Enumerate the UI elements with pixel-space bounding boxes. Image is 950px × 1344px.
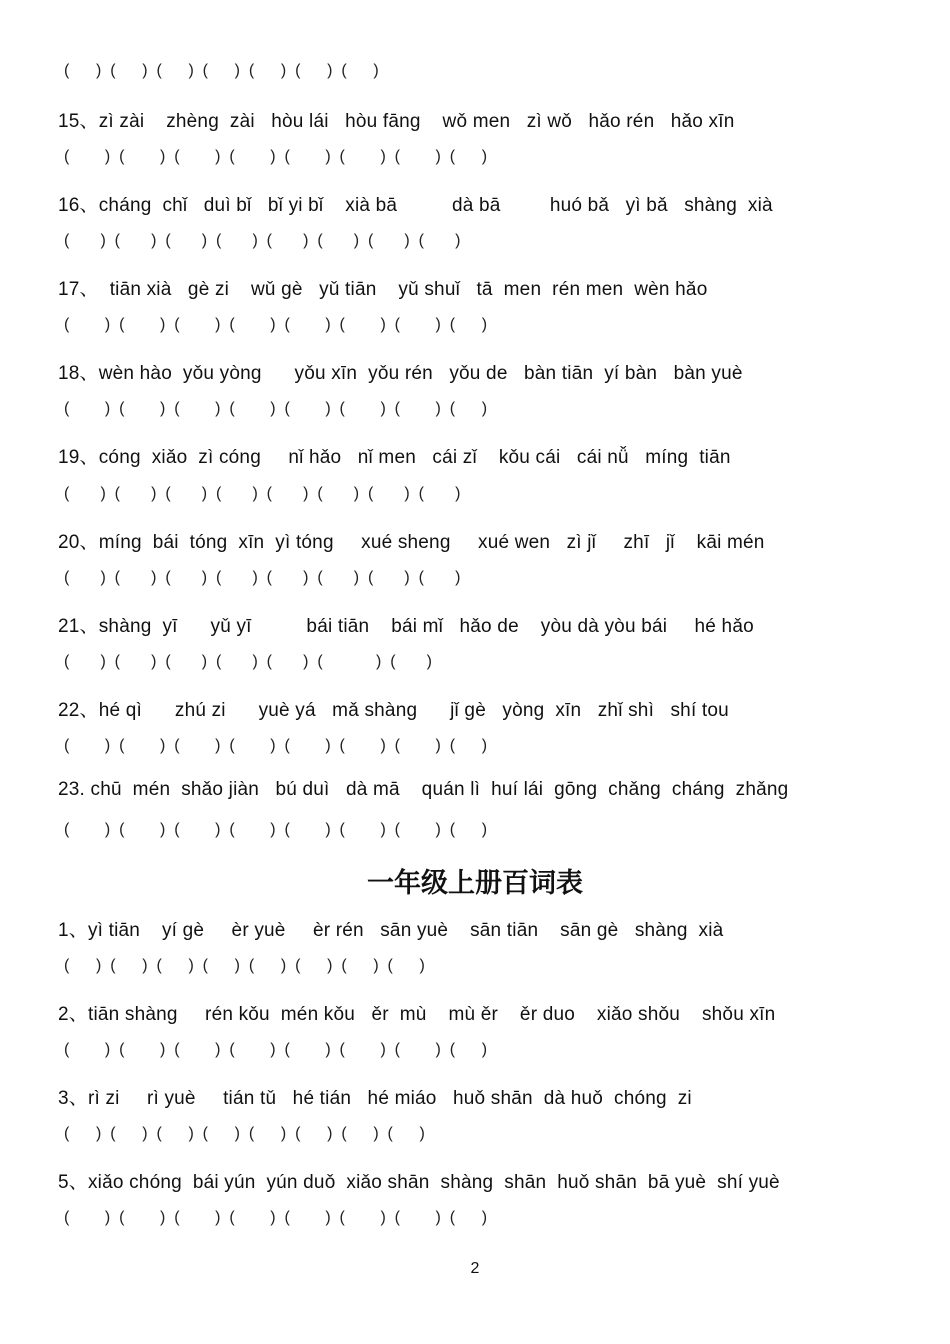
blank-row: ( ) ( ) ( ) ( ) ( ) ( ) ( ) ( ) <box>64 316 488 333</box>
pinyin-row-20: 20、míng bái tóng xīn yì tóng xué sheng xué wen zì jǐ zhī jǐ kāi mén <box>58 532 765 553</box>
pinyin-row-23: 23. chū mén shǎo jiàn bú duì dà mā quán lì huí lái gōng chǎng cháng zhǎng <box>58 779 789 800</box>
blank-row: ( ) ( ) ( ) ( ) ( ) ( ) ( ) <box>64 62 379 79</box>
blank-row: ( ) ( ) ( ) ( ) ( ) ( ) ( ) ( ) <box>64 737 488 754</box>
page-number: 2 <box>470 1260 480 1277</box>
pinyin-row-1: 1、yì tiān yí gè èr yuè èr rén sān yuè sān tiān sān gè shàng xià <box>58 920 724 941</box>
blank-row: ( ) ( ) ( ) ( ) ( ) ( ) ( ) ( ) <box>64 148 488 165</box>
blank-row: ( ) ( ) ( ) ( ) ( ) ( ) ( ) ( ) <box>64 957 425 974</box>
pinyin-row-17: 17、 tiān xià gè zi wǔ gè yǔ tiān yǔ shuǐ tā men rén men wèn hǎo <box>58 279 708 300</box>
pinyin-row-3: 3、rì zi rì yuè tián tǔ hé tián hé miáo huǒ shān dà huǒ chóng zi <box>58 1088 692 1109</box>
pinyin-row-5: 5、xiǎo chóng bái yún yún duǒ xiǎo shān shàng shān huǒ shān bā yuè shí yuè <box>58 1172 780 1193</box>
pinyin-row-16: 16、cháng chǐ duì bǐ bǐ yi bǐ xià bā dà bā huó bǎ yì bǎ shàng xià <box>58 195 773 216</box>
blank-row: ( ) ( ) ( ) ( ) ( ) ( ) ( ) ( ) <box>64 232 461 249</box>
pinyin-row-21: 21、shàng yī yǔ yī bái tiān bái mǐ hǎo de yòu dà yòu bái hé hǎo <box>58 616 754 637</box>
pinyin-row-2: 2、tiān shàng rén kǒu mén kǒu ěr mù mù ěr ěr duo xiǎo shǒu shǒu xīn <box>58 1004 776 1025</box>
pinyin-row-19: 19、cóng xiǎo zì cóng nǐ hǎo nǐ men cái zǐ kǒu cái cái nǚ míng tiān <box>58 447 731 468</box>
pinyin-row-18: 18、wèn hào yǒu yòng yǒu xīn yǒu rén yǒu de bàn tiān yí bàn bàn yuè <box>58 363 743 384</box>
blank-row: ( ) ( ) ( ) ( ) ( ) ( ) ( ) ( ) <box>64 569 461 586</box>
blank-row: ( ) ( ) ( ) ( ) ( ) ( ) ( ) ( ) <box>64 485 461 502</box>
blank-row: ( ) ( ) ( ) ( ) ( ) ( ) ( ) ( ) <box>64 1041 488 1058</box>
blank-row: ( ) ( ) ( ) ( ) ( ) ( ) ( ) ( ) <box>64 1209 488 1226</box>
pinyin-row-15: 15、zì zài zhèng zài hòu lái hòu fāng wǒ men zì wǒ hǎo rén hǎo xīn <box>58 111 735 132</box>
blank-row: ( ) ( ) ( ) ( ) ( ) ( ) ( ) ( ) <box>64 400 488 417</box>
pinyin-row-22: 22、hé qì zhú zi yuè yá mǎ shàng jǐ gè yòng xīn zhǐ shì shí tou <box>58 700 729 721</box>
blank-row: ( ) ( ) ( ) ( ) ( ) ( ) ( ) ( ) <box>64 1125 425 1142</box>
blank-row: ( ) ( ) ( ) ( ) ( ) ( ) ( ) <box>64 653 432 670</box>
blank-row: ( ) ( ) ( ) ( ) ( ) ( ) ( ) ( ) <box>64 821 488 838</box>
section-heading: 一年级上册百词表 <box>367 868 583 899</box>
